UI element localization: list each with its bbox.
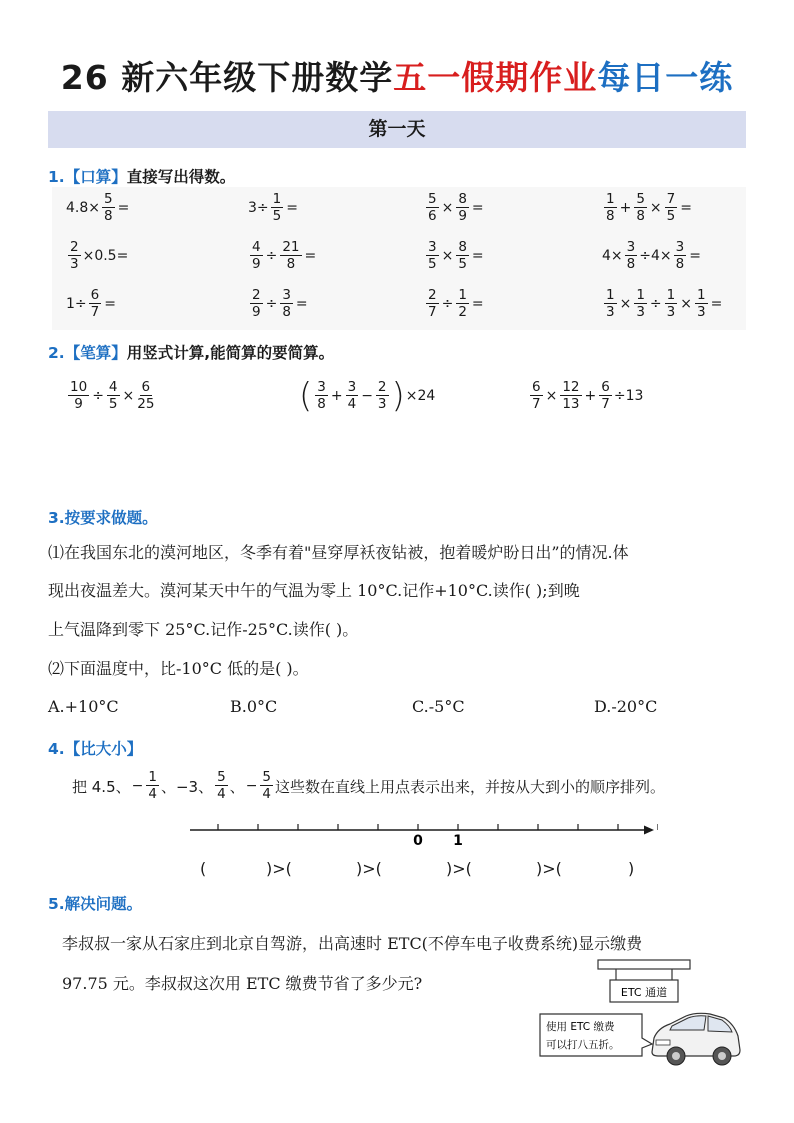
denominator: 8 [675,256,685,272]
fraction [107,378,120,412]
fraction [456,286,469,320]
numerator: 6 [90,286,100,303]
q1-r3-b [248,283,309,325]
expr-text: ×24 [405,388,436,404]
fraction [137,378,155,412]
q4-instruction [72,766,665,806]
operator: ÷ [649,296,662,312]
q4-number: 4. [48,740,65,758]
fraction [315,378,328,412]
arrow-right-icon [644,826,654,835]
expr-text: ÷4× [639,248,672,264]
denominator: 9 [458,208,467,224]
equals-sign: = [680,200,692,216]
q3-part1-line1: ⑴在我国东北的漠河地区，冬季有着"昼穿厚袄夜钻被，抱着暖炉盼日出”的情况.体 [48,543,629,562]
denominator: 4 [148,786,157,802]
fraction [376,378,389,412]
q4-tag: 比大小 [80,740,127,758]
numerator: 3 [282,286,291,303]
numerator: 2 [428,286,437,303]
denominator: 3 [696,304,706,320]
numerator: 10 [70,378,88,395]
denominator: 8 [104,208,113,224]
q2-number: 2. [48,344,65,362]
equals-sign: = [471,296,484,312]
numerator: 2 [377,378,387,395]
etc-illustration [536,958,746,1070]
fraction [530,378,543,412]
denominator: 25 [137,396,155,412]
numerator: 2 [70,238,79,255]
fraction [604,286,617,320]
numerator: 1 [148,768,157,785]
operator: × [680,296,692,312]
fraction [456,238,469,272]
fraction [625,238,638,272]
expr-text: ×0.5= [82,248,129,264]
numerator: 1 [636,286,645,303]
numerator: 5 [262,768,272,785]
right-paren: ) [391,376,405,416]
denominator: 4 [347,396,357,412]
order-part: ) [628,859,635,878]
denominator: 3 [377,396,387,412]
denominator: 8 [282,304,291,320]
q1-number: 1. [48,168,65,186]
denominator: 7 [532,396,541,412]
q3-part1-line2: 现出夜温差大。漠河某天中午的气温为零上 10°C.记作+10°C.读作( );到晚 [48,581,580,600]
fraction [665,286,678,320]
numerator: 4 [252,238,261,255]
expr-text: 4.8× [66,200,100,216]
numerator: 1 [696,286,706,303]
expr-text: 1÷ [66,296,87,312]
q4-bracket-open: 【 [64,740,81,758]
denominator: 8 [606,208,615,224]
denominator: 3 [606,304,615,320]
fraction [250,238,263,272]
fraction [280,286,293,320]
q3-heading: 3.按要求做题。 [48,509,158,527]
fraction [426,238,439,272]
q1-r3-a [66,283,117,325]
denominator: 9 [252,304,261,320]
operator: + [584,388,597,404]
q5-line2: 97.75 元。李叔叔这次用 ETC 缴费节省了多少元? [62,974,423,993]
order-part: )>( [446,859,472,878]
q1-r1-b [248,187,299,229]
label-one: 1 [453,833,463,848]
expr-text: 4× [602,248,623,264]
denominator: 6 [428,208,437,224]
numerator: 8 [458,190,467,207]
equals-sign: = [471,200,484,216]
q3-part2: ⑵下面温度中，比-10°C 低的是( )。 [48,659,309,678]
q5-heading: 5.解决问题。 [48,895,143,913]
denominator: 7 [428,304,437,320]
fraction [599,378,612,412]
option-a[interactable]: A.+10°C [48,697,119,716]
denominator: 7 [601,396,610,412]
page-title [0,52,794,99]
denominator: 5 [666,208,676,224]
bubble-line-1: 使用 ETC 缴费 [546,1021,615,1033]
q2-bracket-open: 【 [64,344,81,362]
fraction [560,378,581,412]
equals-sign: = [104,296,116,312]
denominator: 8 [626,256,636,272]
q2-expression-2 [298,375,435,417]
q1-r1-a [66,187,130,229]
expr-text: 3÷ [248,200,269,216]
operator: × [619,296,632,312]
minus-sign: − [131,778,144,794]
denominator: 9 [252,256,261,272]
numerator: 1 [458,286,467,303]
option-c[interactable]: C.-5°C [412,697,465,716]
numerator: 1 [666,286,676,303]
denominator: 2 [458,304,467,320]
q1-r2-a [66,235,128,277]
q1-r2-c [424,235,485,277]
operator: × [545,388,558,404]
q1-bracket-open: 【 [64,168,81,186]
q4-text-sep: 、 [229,777,245,796]
option-d[interactable]: D.-20°C [594,697,658,716]
fraction [89,286,102,320]
gantry-beam [598,960,690,969]
q1-r3-c [424,283,485,325]
fraction [271,190,284,224]
expr-text: ÷13 [613,388,644,404]
denominator: 4 [217,786,226,802]
q1-instruction: 直接写出得数。 [126,168,236,186]
operator: ÷ [265,296,278,312]
q2-heading [48,341,334,363]
q1-problem-grid [52,187,746,330]
q1-r1-c [424,187,485,229]
q4-text-mid: 、−3、 [160,777,214,796]
numerator: 5 [104,190,113,207]
denominator: 5 [272,208,282,224]
numerator: 1 [606,190,615,207]
equals-sign: = [710,296,723,312]
q4-text-lead: 把 4.5、 [72,777,131,796]
denominator: 8 [636,208,645,224]
q5-line1: 李叔叔一家从石家庄到北京自驾游，出高速时 ETC(不停车电子收费系统)显示缴费 [62,934,643,953]
order-part: )>( [266,859,292,878]
denominator: 13 [562,396,580,412]
numerator: 1 [272,190,282,207]
fraction [68,238,81,272]
fraction [665,190,678,224]
title-part-2: 五一假期作业 [393,58,598,97]
operator: + [619,200,632,216]
fraction [260,768,273,802]
q2-bracket-close: 】 [111,344,127,362]
operator: × [649,200,662,216]
numerator: 6 [141,378,151,395]
numerator: 6 [601,378,610,395]
numerator: 4 [108,378,118,395]
fraction [695,286,708,320]
label-zero: 0 [413,833,423,848]
q1-heading [48,165,235,187]
q2-expression-3 [528,375,643,417]
number-line [188,818,658,848]
denominator: 9 [74,396,83,412]
number-line-ticks [218,824,658,830]
equals-sign: = [117,200,130,216]
equals-sign: = [689,248,701,264]
numerator: 3 [347,378,357,395]
numerator: 5 [428,190,437,207]
operator: ÷ [92,388,104,404]
numerator: 5 [217,768,226,785]
order-part: ( [200,859,207,878]
numerator: 3 [675,238,685,255]
fraction [346,378,359,412]
q4-heading [48,737,142,759]
q2-tag: 笔算 [80,344,112,362]
order-part: )>( [536,859,562,878]
operator: ÷ [265,248,278,264]
fraction [280,238,301,272]
denominator: 3 [636,304,645,320]
bubble-line-2: 可以打八五折。 [546,1039,620,1051]
q3-options [48,697,748,719]
numerator: 3 [626,238,636,255]
denominator: 3 [70,256,79,272]
q1-r2-d [602,235,702,277]
denominator: 3 [666,304,676,320]
operator: × [441,200,454,216]
denominator: 8 [317,396,326,412]
fraction [426,286,439,320]
q1-r3-d [602,283,723,325]
numerator: 5 [636,190,645,207]
fraction [634,190,647,224]
operator: × [441,248,454,264]
q1-tag: 口算 [80,168,112,186]
etc-sign-text: ETC 通道 [620,986,668,999]
fraction [426,190,439,224]
fraction [634,286,647,320]
title-part-3: 每日一练 [597,58,734,97]
title-part-1: 26 新六年级下册数学 [60,58,394,97]
q4-text-tail: 这些数在直线上用点表示出来，并按从大到小的顺序排列。 [275,777,666,796]
denominator: 5 [458,256,467,272]
denominator: 4 [262,786,272,802]
numerator: 3 [428,238,437,255]
minus-sign: − [245,778,258,794]
numerator: 12 [562,378,580,395]
denominator: 7 [90,304,100,320]
denominator: 8 [286,256,296,272]
fraction [68,378,89,412]
car-icon [652,1013,740,1065]
numerator: 1 [606,286,615,303]
q2-instruction: 用竖式计算,能简算的要简算。 [126,344,335,362]
operator: + [330,388,343,404]
fraction [250,286,263,320]
numerator: 6 [532,378,541,395]
q4-order-blanks [200,859,660,881]
equals-sign: = [286,200,298,216]
option-b[interactable]: B.0°C [230,697,278,716]
operator: − [361,388,373,404]
equals-sign: = [295,296,308,312]
equals-sign: = [471,248,484,264]
denominator: 5 [108,396,118,412]
q3-part1-line3: 上气温降到零下 25°C.记作-25°C.读作( )。 [48,620,359,639]
left-paren: ( [299,376,313,416]
q4-bracket-close: 】 [126,740,143,758]
numerator: 2 [252,286,261,303]
order-part: )>( [356,859,382,878]
q1-bracket-close: 】 [111,168,127,186]
operator: ÷ [441,296,454,312]
q1-r1-d [602,187,693,229]
fraction [146,768,159,802]
numerator: 3 [317,378,326,395]
fraction [102,190,115,224]
day-banner: 第一天 [48,111,746,148]
denominator: 5 [428,256,437,272]
operator: × [122,388,135,404]
numerator: 21 [282,238,300,255]
q2-expression-1 [66,375,156,417]
q1-r2-b [248,235,317,277]
numerator: 7 [666,190,676,207]
equals-sign: = [304,248,317,264]
numerator: 8 [458,238,467,255]
fraction [456,190,469,224]
fraction [674,238,687,272]
fraction [215,768,228,802]
fraction [604,190,617,224]
